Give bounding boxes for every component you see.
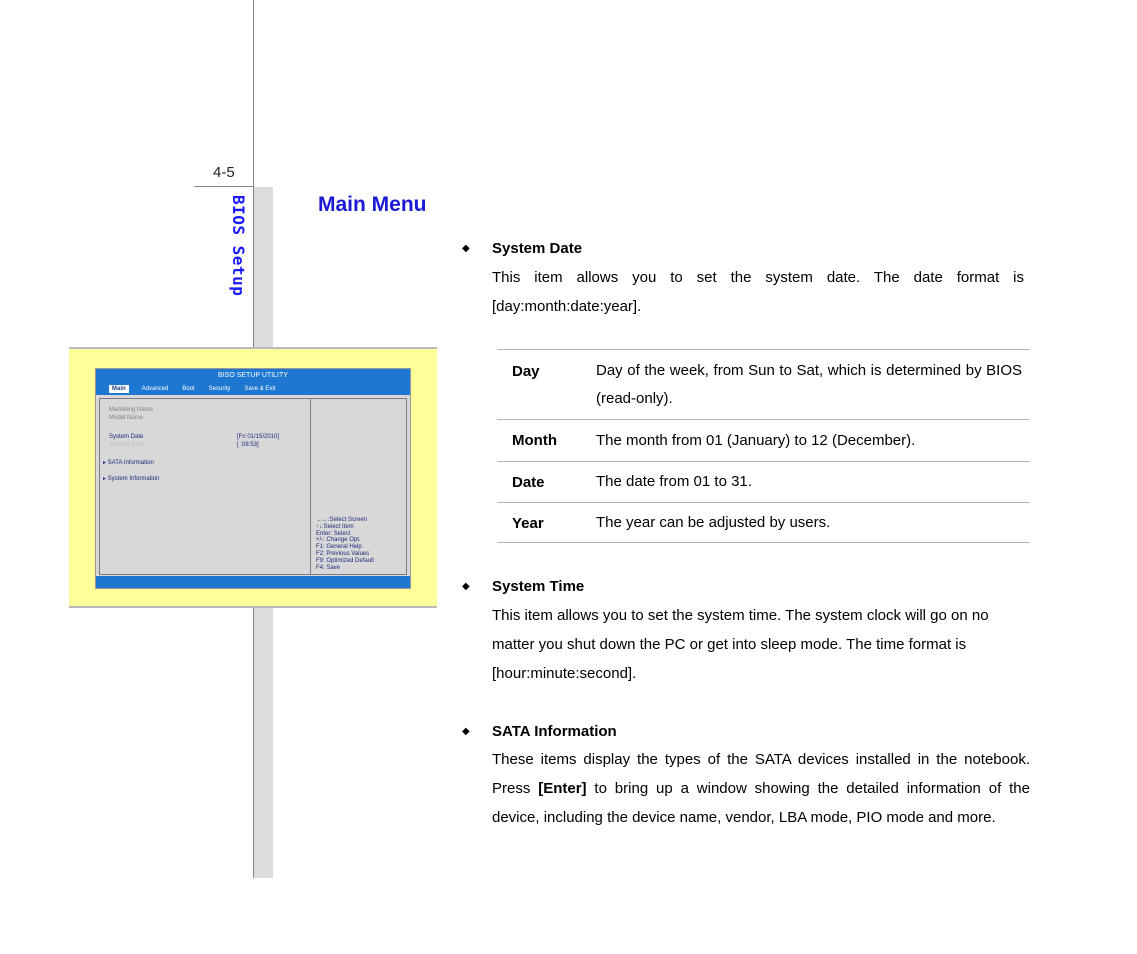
table-row-label: Month <box>512 432 557 449</box>
bios-system-date-label[interactable]: System Date <box>109 434 144 440</box>
bios-help-line: F9: Optimized Default <box>316 557 375 564</box>
table-row <box>497 349 1030 419</box>
bios-body <box>99 398 407 575</box>
bios-help-line: ↑↓:Select Item <box>316 523 354 530</box>
table-row-label: Year <box>512 515 544 532</box>
date-format-table <box>497 349 1030 543</box>
bios-footer-bar <box>96 576 410 588</box>
bios-sata-information[interactable]: ▸ SATA Information <box>103 460 154 466</box>
system-time-title: System Time <box>492 578 585 595</box>
bios-system-information[interactable]: ▸ System Information <box>103 476 160 482</box>
bios-help-line: F1: General Help <box>316 544 362 551</box>
bullet-icon: ◆ <box>462 726 470 737</box>
page-number: 4-5 <box>213 164 235 181</box>
system-date-title: System Date <box>492 240 583 257</box>
sata-text-after: to bring up a window showing the detailed information of the device, including the device name, vendor, LBA mode, PIO mode and more. <box>492 780 1030 826</box>
gray-side-bar-bottom <box>254 608 273 878</box>
bios-tab-security[interactable]: Security <box>208 385 231 392</box>
table-row <box>497 419 1030 461</box>
bios-marketing-name: Marketing Name <box>109 407 154 413</box>
bios-help-line: →←:Select Screen <box>316 517 368 523</box>
table-row-desc: The year can be adjusted by users. <box>596 514 831 531</box>
table-row-desc: The month from 01 (January) to 12 (December). <box>596 432 916 449</box>
gray-side-bar-top <box>254 187 273 347</box>
table-row-label: Day <box>512 363 540 380</box>
bios-help-pane <box>312 399 407 574</box>
system-date-text: This item allows you to set the system date. The date format is [day:month:date:year]. <box>492 269 1024 315</box>
bios-figure <box>69 347 437 608</box>
chapter-side-title: BIOS Setup <box>229 195 248 297</box>
bios-help-line: F4: Save <box>316 564 341 571</box>
bios-tab-advanced[interactable]: Advanced <box>141 385 169 392</box>
bios-tab-save-exit[interactable]: Save & Exit <box>244 385 276 392</box>
system-time-text: This item allows you to set the system time. The system clock will go on no matter you shut down the PC or get into sleep mode. The time format is [hour:minute:second]. <box>492 607 989 682</box>
bios-help-keys <box>316 517 374 571</box>
bios-tab-boot[interactable]: Boot <box>182 385 195 392</box>
bios-screen <box>95 368 411 589</box>
bios-tab-bar <box>96 382 410 395</box>
bios-title: BISO SETUP UTILITY <box>96 369 410 382</box>
bios-model-name: Model Name <box>109 415 144 421</box>
bullet-icon: ◆ <box>462 581 470 592</box>
table-row-desc: Day of the week, from Sun to Sat, which is determined by BIOS (read-only). <box>596 362 1022 407</box>
table-row-desc: The date from 01 to 31. <box>596 473 752 490</box>
bios-system-time-label[interactable]: System Time <box>109 442 144 448</box>
section-heading: Main Menu <box>318 193 427 216</box>
table-row-label: Date <box>512 474 545 491</box>
bios-system-time-value[interactable]: [ :08:53] <box>237 442 259 448</box>
sata-information-title: SATA Information <box>492 723 617 740</box>
table-row <box>497 461 1030 502</box>
bios-help-line: +/-: Change Opt. <box>316 537 361 544</box>
bios-help-line: F2: Previous Values <box>316 550 370 557</box>
sata-information-text <box>492 745 1030 832</box>
sata-text-before: These items display the types of the SATA devices installed in the notebook. Press <box>492 751 1030 797</box>
page-number-rule <box>194 186 254 187</box>
bios-help-line: Enter: Select <box>316 530 351 537</box>
enter-key-label: [Enter] <box>538 780 587 797</box>
bios-system-date-value[interactable]: [Fri 01/15/2010] <box>237 434 280 440</box>
bios-tab-main[interactable]: Main <box>109 385 129 393</box>
table-row <box>497 502 1030 543</box>
bullet-icon: ◆ <box>462 243 470 254</box>
bios-settings-pane <box>100 399 311 574</box>
